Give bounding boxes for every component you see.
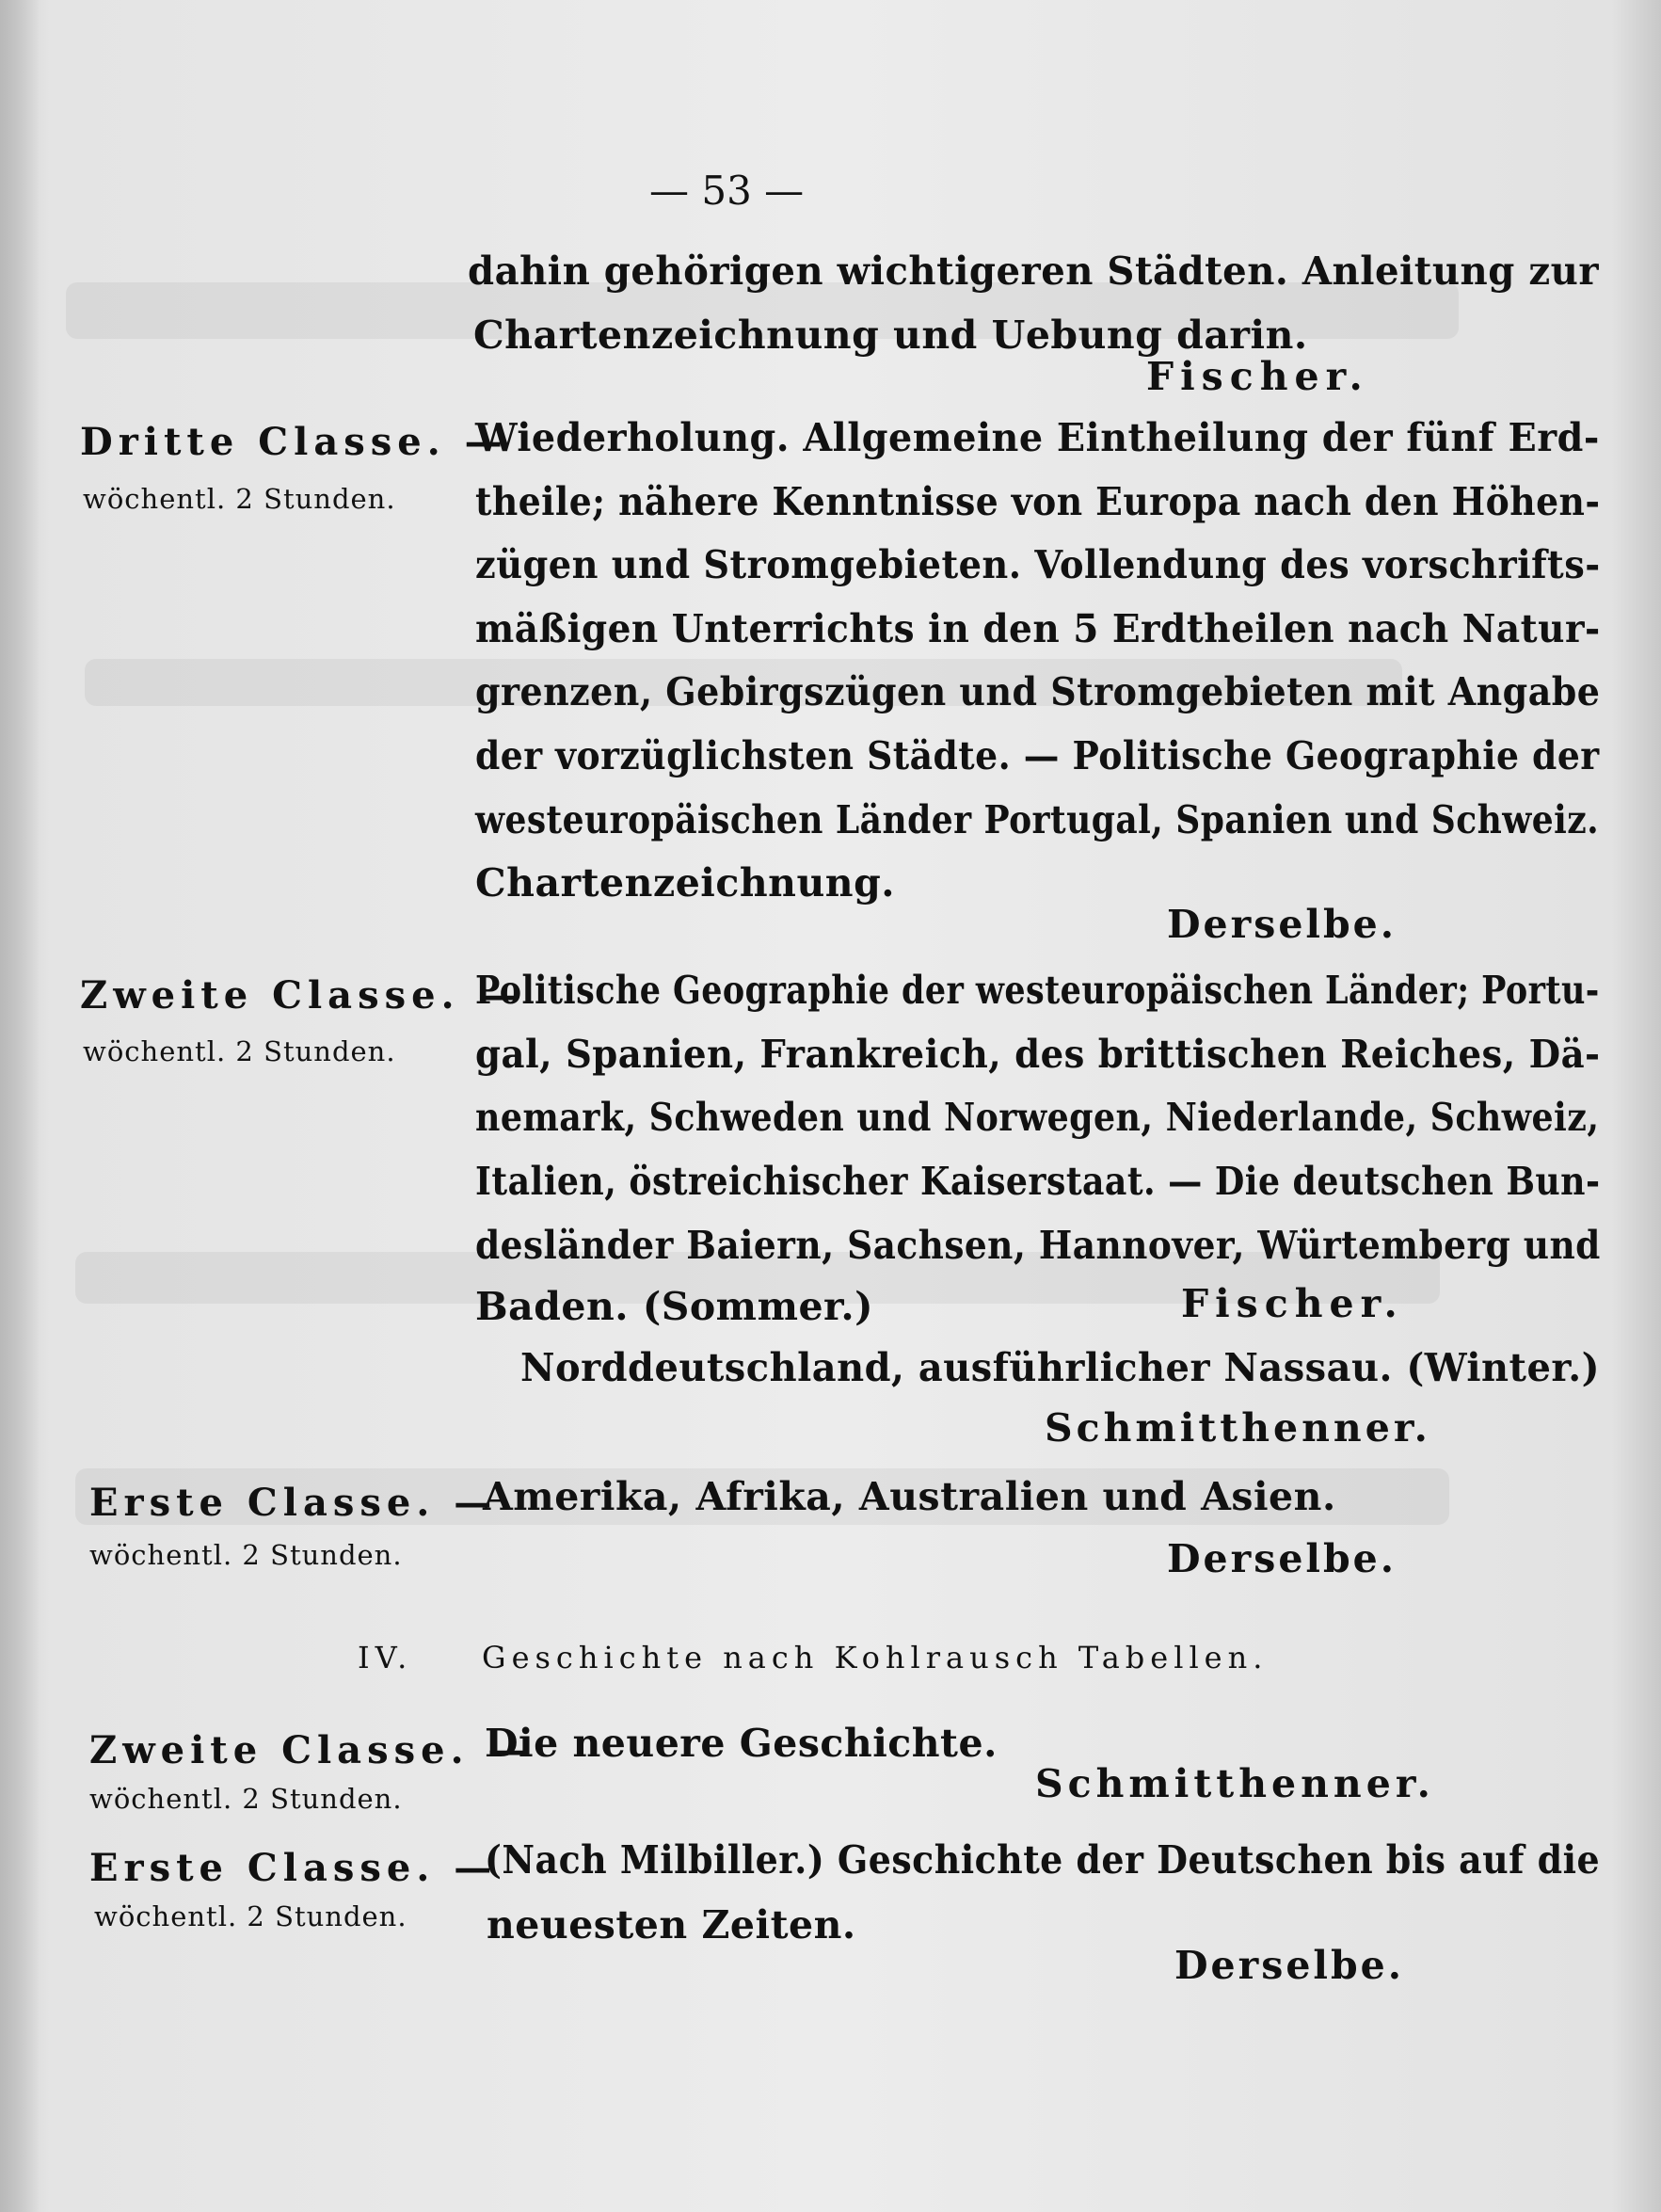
text-line: Chartenzeichnung und Uebung darin.: [473, 313, 1308, 358]
text-line: westeuropäischen Länder Portugal, Spanien und Schweiz.: [475, 797, 1600, 842]
text-line: Baden. (Sommer.): [475, 1284, 874, 1329]
text-line: Italien, östreichischer Kaiserstaat. — Die deutschen Bun-: [475, 1159, 1601, 1204]
text-line: Die neuere Geschichte.: [485, 1721, 998, 1766]
teacher-name: Fischer.: [1146, 354, 1369, 399]
class-label: Zweite Classe. —: [80, 973, 522, 1018]
teacher-name: Derselbe.: [1167, 1536, 1397, 1581]
teacher-name: Schmitthenner.: [1045, 1405, 1431, 1451]
text-line: Chartenzeichnung.: [475, 860, 896, 906]
text-line: zügen und Stromgebieten. Vollendung des vorschrifts-: [475, 542, 1601, 587]
teacher-name: Fischer.: [1181, 1281, 1404, 1326]
teacher-name: Derselbe.: [1167, 902, 1397, 947]
page-number: — 53 —: [649, 168, 805, 214]
section-number: IV.: [358, 1640, 413, 1675]
hours-label: wöchentl. 2 Stunden.: [89, 1539, 403, 1571]
hours-label: wöchentl. 2 Stunden.: [83, 1035, 396, 1067]
hours-label: wöchentl. 2 Stunden.: [89, 1783, 403, 1815]
text-line: nemark, Schweden und Norwegen, Niederlande, Schweiz,: [475, 1095, 1600, 1140]
text-line: neuesten Zeiten.: [487, 1902, 856, 1948]
text-line: (Nach Milbiller.) Geschichte der Deutschen bis auf die: [485, 1837, 1601, 1883]
class-label: Erste Classe. —: [89, 1846, 498, 1890]
text-line: Norddeutschland, ausführlicher Nassau. (Winter.): [520, 1345, 1600, 1390]
teacher-name: Schmitthenner.: [1035, 1761, 1435, 1806]
class-label: Dritte Classe. —: [80, 420, 508, 464]
text-line: dahin gehörigen wichtigeren Städten. Anleitung zur: [468, 248, 1599, 294]
hours-label: wöchentl. 2 Stunden.: [94, 1900, 407, 1932]
text-line: der vorzüglichsten Städte. — Politische Geographie der: [475, 733, 1600, 778]
text-line: grenzen, Gebirgszügen und Stromgebieten mit Angabe: [475, 669, 1601, 714]
hours-label: wöchentl. 2 Stunden.: [83, 483, 396, 515]
text-line: theile; nähere Kenntnisse von Europa nach den Höhen-: [475, 479, 1601, 524]
teacher-name: Derselbe.: [1174, 1943, 1405, 1988]
section-heading: Geschichte nach Kohlrausch Tabellen.: [482, 1640, 1269, 1675]
text-line: desländer Baiern, Sachsen, Hannover, Würtemberg und: [475, 1223, 1601, 1268]
text-line: Amerika, Afrika, Australien und Asien.: [483, 1474, 1336, 1519]
class-label: Zweite Classe. —: [89, 1728, 532, 1772]
class-label: Erste Classe. —: [89, 1481, 498, 1525]
text-line: Politische Geographie der westeuropäischen Länder; Portu-: [475, 968, 1600, 1013]
text-line: mäßigen Unterrichts in den 5 Erdtheilen nach Natur-: [475, 606, 1601, 651]
text-line: Wiederholung. Allgemeine Eintheilung der fünf Erd-: [475, 415, 1600, 460]
text-line: gal, Spanien, Frankreich, des brittischen Reiches, Dä-: [475, 1032, 1601, 1077]
